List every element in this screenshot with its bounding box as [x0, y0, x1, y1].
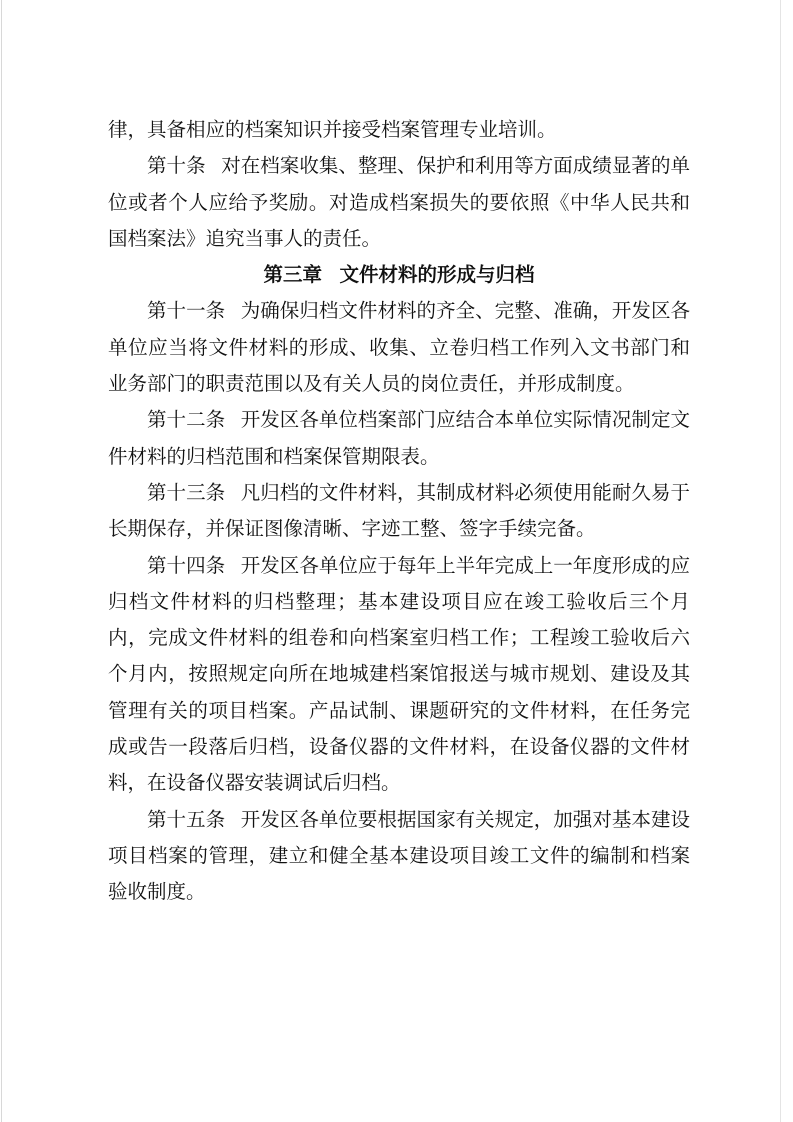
page-edge-left: [1, 0, 2, 1122]
chapter-title: 文件材料的形成与归档: [339, 263, 535, 287]
opening-fragment: 律，具备相应的档案知识并接受档案管理专业培训。: [108, 118, 557, 141]
chapter-number: 第三章: [263, 263, 322, 287]
article-10-number: 第十条: [147, 154, 206, 178]
chapter-heading: [108, 257, 690, 293]
document-page: [108, 112, 690, 911]
article-11-number: 第十一条: [147, 299, 226, 323]
article-10-text: 对在档案收集、整理、保护和利用等方面成绩显著的单位或者个人应给予奖励。对造成档案损失的要依照《中华人民共和国档案法》追究当事人的责任。: [108, 154, 690, 250]
article-13-number: 第十三条: [147, 480, 226, 504]
article-12-number: 第十二条: [147, 408, 226, 432]
page-edge-right: [780, 0, 781, 1122]
article-14-number: 第十四条: [147, 553, 226, 577]
article-15-number: 第十五条: [147, 807, 226, 831]
article-15-text: 开发区各单位要根据国家有关规定，加强对基本建设项目档案的管理，建立和健全基本建设项目竣工文件的编制和档案验收制度。: [108, 807, 690, 904]
article-12: [108, 402, 690, 475]
article-15: [108, 802, 690, 911]
article-11: [108, 293, 690, 402]
article-14: [108, 548, 690, 802]
article-14-text: 开发区各单位应于每年上半年完成上一年度形成的应归档文件材料的归档整理；基本建设项目应在竣工验收后三个月内，完成文件材料的组卷和向档案室归档工作；工程竣工验收后六个月内，按照规定向所在地城建档案馆报送与城市规划、建设及其管理有关的项目档案。产品试制、课题研究的文件材料，在任务完成或告一段落后归档，设备仪器的文件材料，在设备仪器的文件材料，在设备仪器安装调试后归档。: [108, 553, 690, 795]
article-13-text: 凡归档的文件材料，其制成材料必须使用能耐久易于长期保存，并保证图像清晰、字迹工整、签字手续完备。: [108, 480, 690, 541]
article-12-text: 开发区各单位档案部门应结合本单位实际情况制定文件材料的归档范围和档案保管期限表。: [108, 408, 690, 468]
article-13: [108, 475, 690, 548]
article-11-text: 为确保归档文件材料的齐全、完整、准确，开发区各单位应当将文件材料的形成、收集、立卷归档工作列入文书部门和业务部门的职责范围以及有关人员的岗位责任，并形成制度。: [108, 299, 690, 396]
article-10: [108, 148, 690, 257]
